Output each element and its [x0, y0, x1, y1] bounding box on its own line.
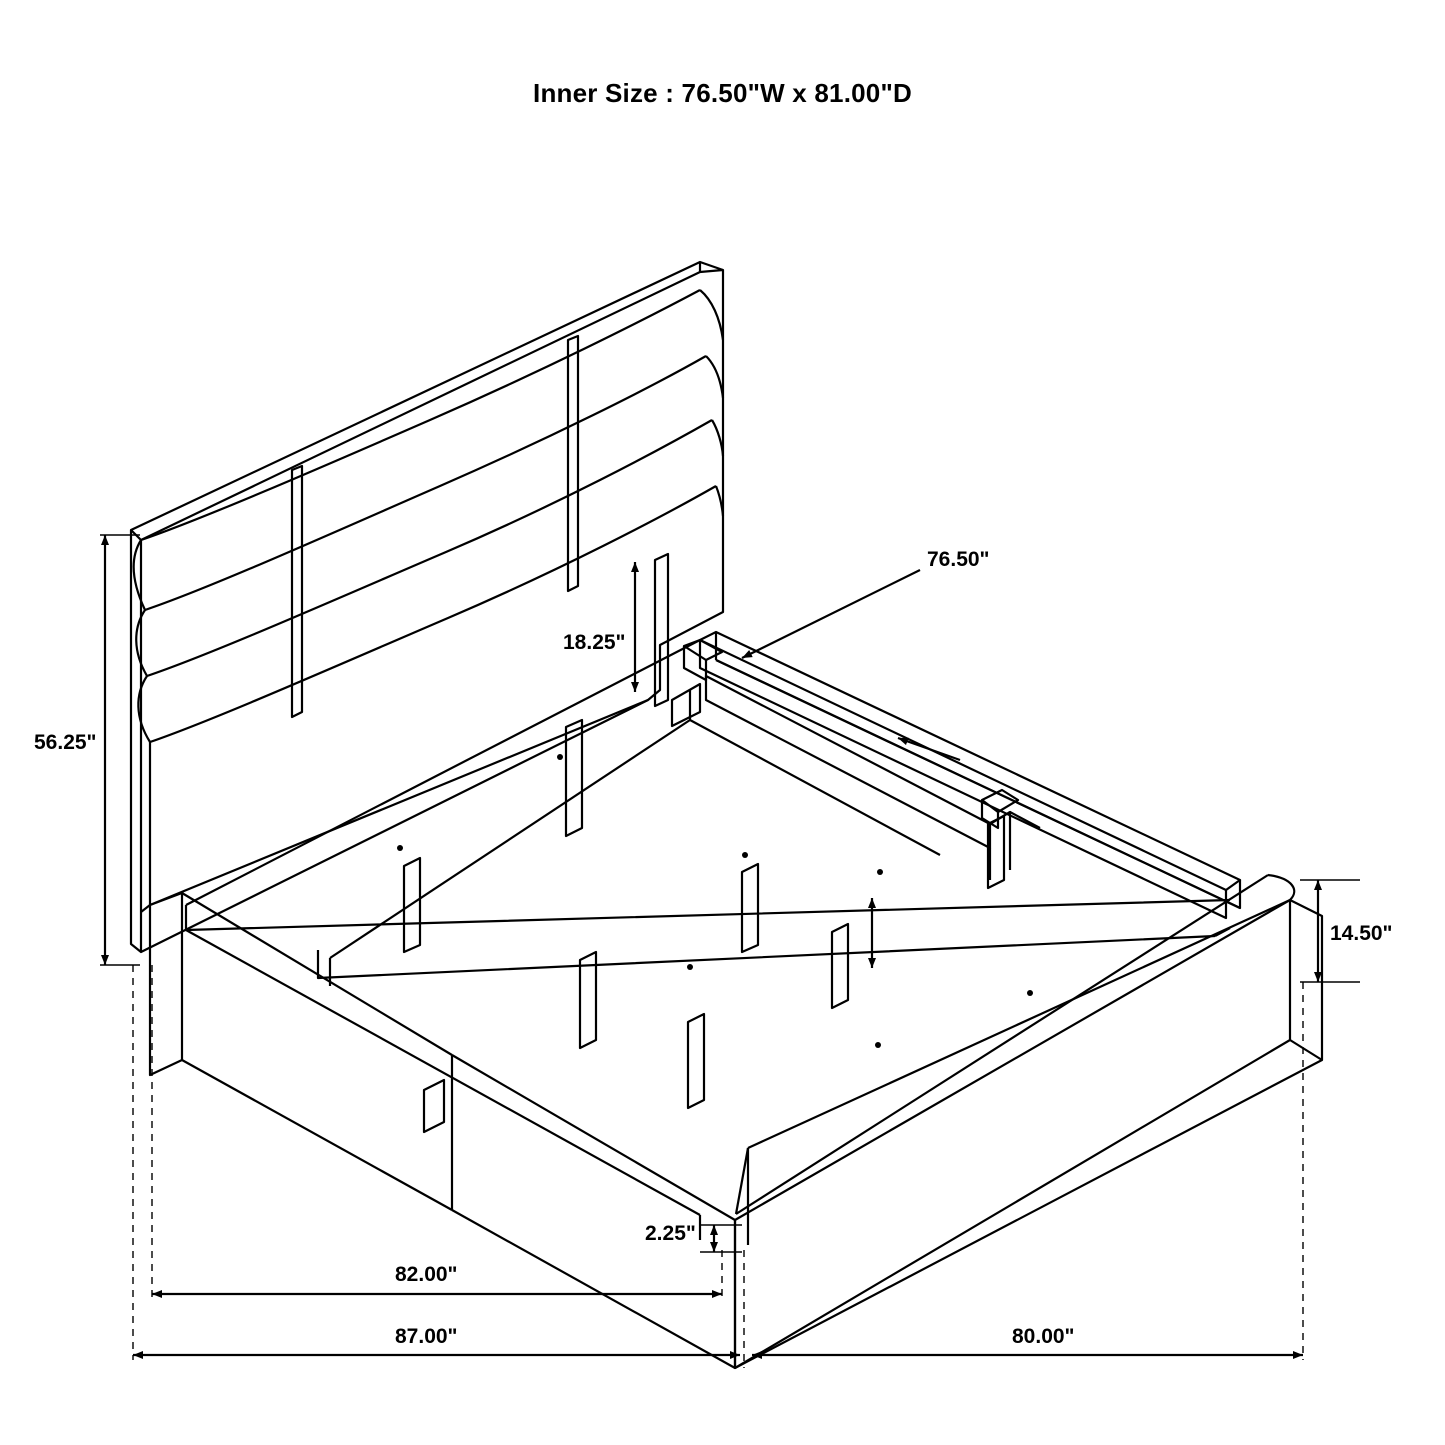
- bed-frame: [150, 632, 1322, 1368]
- dimension-label-rail-clearance: 2.25": [645, 1222, 696, 1245]
- dimension-label-footboard-height: 14.50": [1330, 922, 1393, 945]
- dimension-label-headboard-panel: 18.25": [563, 631, 626, 654]
- page-title: Inner Size : 76.50"W x 81.00"D: [533, 78, 912, 108]
- dimension-label-headboard-height: 56.25": [34, 731, 97, 754]
- dimension-label-inner-width: 76.50": [927, 548, 990, 571]
- dimension-label-frame-width: 80.00": [1012, 1325, 1075, 1348]
- dimension-label-frame-length-outer: 87.00": [395, 1325, 458, 1348]
- dimension-label-frame-length-inner: 82.00": [395, 1263, 458, 1286]
- dimension-lines: [100, 535, 1360, 1368]
